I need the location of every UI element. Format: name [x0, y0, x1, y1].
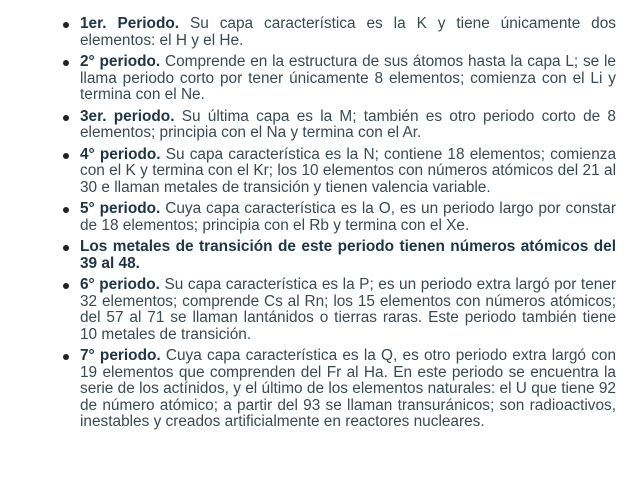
bullet-item-period-7 [80, 348, 616, 431]
bullet-dot-icon [63, 60, 69, 66]
bullet-lead: 7° periodo. [80, 347, 161, 364]
bullet-item-period-5 [80, 201, 616, 234]
bullet-text: Su capa característica es la N; contiene 18 elementos; comienza con el K y termina con el Kr; los 10 elementos con números atómicos del 21 al 30 e llaman metales de transición y tienen valencia variable. [80, 145, 617, 196]
bullet-text: Su última capa es la M; también es otro periodo corto de 8 elementos; principia con el Na y termina con el Ar. [80, 107, 616, 141]
bullet-lead: 3er. periodo. [80, 107, 175, 125]
bullet-lead: Los metales de transición de este periodo tienen números atómicos del 39 al 48. [80, 238, 616, 272]
bullet-lead: 5° periodo. [80, 200, 161, 217]
bullet-item-period-1 [80, 16, 616, 49]
bullet-item-period-6 [80, 277, 616, 343]
bullet-dot-icon [63, 245, 69, 251]
bullet-lead: 2° periodo. [80, 53, 161, 70]
bullet-dot-icon [63, 115, 69, 121]
bullet-dot-icon [63, 283, 69, 289]
bullet-dot-icon [63, 22, 69, 28]
bullet-lead: 4° periodo. [80, 145, 161, 163]
bullet-text: Su capa característica es la K y tiene únicamente dos elementos: el H y el He. [80, 15, 616, 49]
bullet-text: Cuya capa característica es la Q, es otro periodo extra largó con 19 elementos que comprenden del Fr al Ha. En este periodo se encuentra la serie de los actínidos, y el último de los elementos naturales: el U que tiene 92 de número atómico; a partir del 93 se llaman transuránicos; son radioactivos, inestables y creados artificialmente en reactores nucleares. [80, 347, 617, 430]
bullet-lead: 6° periodo. [80, 276, 160, 293]
bullet-dot-icon [63, 207, 69, 213]
bullet-item-period-3 [80, 109, 616, 142]
bullet-lead: 1er. Periodo. [80, 15, 180, 32]
bullet-item-period-4 [80, 147, 616, 197]
bullet-dot-icon [63, 153, 69, 159]
bullet-text: Comprende en la estructura de sus átomos hasta la capa L; se le llama periodo corto por tener únicamente 8 elementos; comienza con el Li y termina con el Ne. [80, 53, 616, 103]
bullet-text: Cuya capa característica es la O, es un periodo largo por constar de 18 elementos; principia con el Rb y termina con el Xe. [80, 200, 616, 234]
bullet-text: Su capa característica es la P; es un periodo extra largó por tener 32 elementos; comprende Cs al Rn; los 15 elementos con números atómicos; del 57 al 71 se llaman lantánidos o tierras raras. Este periodo también tiene 10 metales de transición. [80, 276, 616, 343]
bullet-dot-icon [63, 354, 69, 360]
bullet-item-period-2 [80, 54, 616, 104]
bullet-item-transition-metals [80, 239, 616, 272]
periods-bullet-list [80, 16, 616, 431]
